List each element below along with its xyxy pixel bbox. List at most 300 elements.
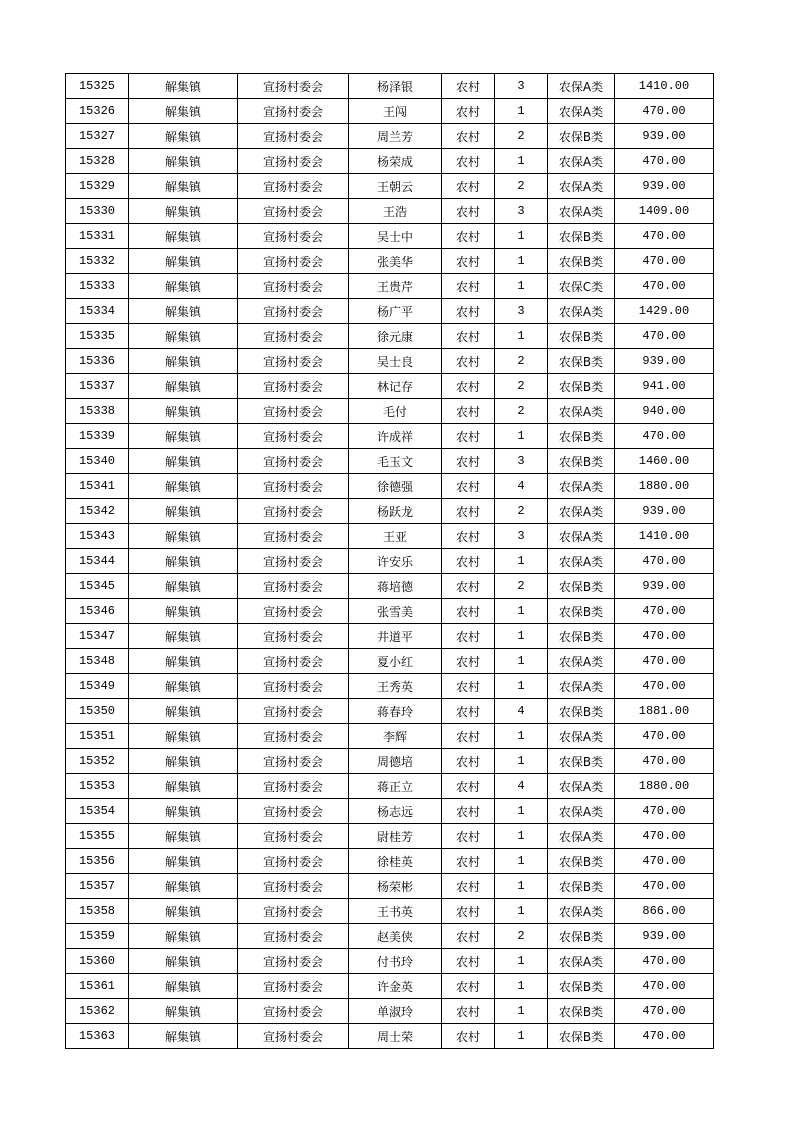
table-cell-town: 解集镇: [129, 449, 238, 474]
table-cell-residence: 农村: [442, 699, 495, 724]
table-cell-residence: 农村: [442, 449, 495, 474]
table-cell-count: 1: [495, 249, 548, 274]
table-cell-town: 解集镇: [129, 1024, 238, 1049]
table-cell-name: 周士荣: [349, 1024, 442, 1049]
table-row: [66, 499, 714, 524]
table-cell-insurance: 农保A类: [548, 474, 615, 499]
table-cell-village: 宣扬村委会: [238, 1024, 349, 1049]
table-cell-insurance: 农保A类: [548, 99, 615, 124]
table-cell-insurance: 农保A类: [548, 174, 615, 199]
table-cell-residence: 农村: [442, 624, 495, 649]
table-cell-amount: 1880.00: [615, 774, 714, 799]
table-cell-insurance: 农保B类: [548, 699, 615, 724]
table-cell-town: 解集镇: [129, 574, 238, 599]
table-cell-id: 15339: [66, 424, 129, 449]
table-cell-amount: 470.00: [615, 624, 714, 649]
table-cell-count: 1: [495, 674, 548, 699]
table-cell-residence: 农村: [442, 124, 495, 149]
table-cell-id: 15352: [66, 749, 129, 774]
table-row: [66, 299, 714, 324]
table-cell-name: 赵美侠: [349, 924, 442, 949]
table-cell-village: 宣扬村委会: [238, 624, 349, 649]
table-cell-id: 15359: [66, 924, 129, 949]
table-cell-count: 1: [495, 749, 548, 774]
table-cell-amount: 470.00: [615, 974, 714, 999]
table-cell-town: 解集镇: [129, 274, 238, 299]
table-row: [66, 874, 714, 899]
table-cell-residence: 农村: [442, 899, 495, 924]
table-cell-amount: 1881.00: [615, 699, 714, 724]
table-cell-amount: 939.00: [615, 574, 714, 599]
table-cell-name: 周德培: [349, 749, 442, 774]
table-cell-count: 1: [495, 949, 548, 974]
table-cell-name: 夏小红: [349, 649, 442, 674]
table-cell-amount: 470.00: [615, 874, 714, 899]
table-cell-insurance: 农保B类: [548, 1024, 615, 1049]
table-cell-town: 解集镇: [129, 874, 238, 899]
table-cell-residence: 农村: [442, 74, 495, 99]
table-cell-residence: 农村: [442, 399, 495, 424]
table-cell-town: 解集镇: [129, 624, 238, 649]
table-cell-residence: 农村: [442, 274, 495, 299]
table-row: [66, 749, 714, 774]
table-cell-name: 许安乐: [349, 549, 442, 574]
table-cell-id: 15341: [66, 474, 129, 499]
table-cell-id: 15348: [66, 649, 129, 674]
table-cell-village: 宣扬村委会: [238, 974, 349, 999]
table-cell-town: 解集镇: [129, 974, 238, 999]
table-cell-amount: 939.00: [615, 174, 714, 199]
table-cell-id: 15330: [66, 199, 129, 224]
table-cell-village: 宣扬村委会: [238, 949, 349, 974]
table-body: [66, 74, 714, 1049]
table-cell-residence: 农村: [442, 599, 495, 624]
table-cell-town: 解集镇: [129, 524, 238, 549]
table-cell-id: 15332: [66, 249, 129, 274]
table-cell-village: 宣扬村委会: [238, 699, 349, 724]
table-row: [66, 974, 714, 999]
table-cell-count: 2: [495, 499, 548, 524]
table-row: [66, 924, 714, 949]
table-cell-insurance: 农保A类: [548, 649, 615, 674]
table-cell-name: 王浩: [349, 199, 442, 224]
table-cell-insurance: 农保B类: [548, 449, 615, 474]
table-cell-amount: 470.00: [615, 799, 714, 824]
table-cell-village: 宣扬村委会: [238, 174, 349, 199]
table-cell-insurance: 农保B类: [548, 349, 615, 374]
table-row: [66, 824, 714, 849]
table-cell-name: 毛玉文: [349, 449, 442, 474]
table-row: [66, 449, 714, 474]
table-cell-residence: 农村: [442, 249, 495, 274]
table-cell-amount: 470.00: [615, 1024, 714, 1049]
table-cell-insurance: 农保B类: [548, 249, 615, 274]
table-cell-residence: 农村: [442, 749, 495, 774]
table-cell-town: 解集镇: [129, 349, 238, 374]
table-cell-id: 15338: [66, 399, 129, 424]
table-cell-count: 1: [495, 824, 548, 849]
table-cell-count: 2: [495, 174, 548, 199]
table-cell-residence: 农村: [442, 774, 495, 799]
table-cell-name: 王贵芹: [349, 274, 442, 299]
table-cell-name: 杨泽银: [349, 74, 442, 99]
table-cell-name: 王亚: [349, 524, 442, 549]
table-cell-id: 15329: [66, 174, 129, 199]
table-row: [66, 249, 714, 274]
table-cell-residence: 农村: [442, 649, 495, 674]
table-cell-id: 15327: [66, 124, 129, 149]
table-row: [66, 1024, 714, 1049]
table-cell-id: 15331: [66, 224, 129, 249]
table-cell-count: 3: [495, 74, 548, 99]
table-cell-residence: 农村: [442, 874, 495, 899]
table-cell-town: 解集镇: [129, 149, 238, 174]
table-cell-town: 解集镇: [129, 949, 238, 974]
table-cell-insurance: 农保B类: [548, 124, 615, 149]
table-cell-count: 4: [495, 699, 548, 724]
table-row: [66, 99, 714, 124]
table-cell-count: 1: [495, 899, 548, 924]
table-cell-town: 解集镇: [129, 899, 238, 924]
table-cell-id: 15360: [66, 949, 129, 974]
table-cell-amount: 470.00: [615, 724, 714, 749]
table-cell-residence: 农村: [442, 474, 495, 499]
table-row: [66, 624, 714, 649]
table-row: [66, 999, 714, 1024]
table-cell-amount: 470.00: [615, 949, 714, 974]
table-cell-village: 宣扬村委会: [238, 424, 349, 449]
table-row: [66, 724, 714, 749]
table-cell-village: 宣扬村委会: [238, 749, 349, 774]
table-cell-count: 4: [495, 774, 548, 799]
table-cell-name: 蒋春玲: [349, 699, 442, 724]
table-cell-village: 宣扬村委会: [238, 849, 349, 874]
table-cell-insurance: 农保A类: [548, 824, 615, 849]
table-cell-town: 解集镇: [129, 174, 238, 199]
table-cell-amount: 1880.00: [615, 474, 714, 499]
table-cell-name: 吴士良: [349, 349, 442, 374]
table-cell-name: 单淑玲: [349, 999, 442, 1024]
table-cell-insurance: 农保A类: [548, 774, 615, 799]
table-cell-amount: 470.00: [615, 649, 714, 674]
table-cell-amount: 470.00: [615, 999, 714, 1024]
table-cell-count: 4: [495, 474, 548, 499]
table-cell-village: 宣扬村委会: [238, 674, 349, 699]
table-cell-name: 杨广平: [349, 299, 442, 324]
table-cell-village: 宣扬村委会: [238, 149, 349, 174]
table-cell-name: 周兰芳: [349, 124, 442, 149]
table-cell-insurance: 农保A类: [548, 799, 615, 824]
table-cell-id: 15351: [66, 724, 129, 749]
table-cell-village: 宣扬村委会: [238, 249, 349, 274]
table-cell-name: 李辉: [349, 724, 442, 749]
table-cell-count: 1: [495, 149, 548, 174]
table-cell-residence: 农村: [442, 524, 495, 549]
table-cell-name: 徐元康: [349, 324, 442, 349]
table-cell-village: 宣扬村委会: [238, 999, 349, 1024]
table-cell-town: 解集镇: [129, 749, 238, 774]
table-cell-id: 15349: [66, 674, 129, 699]
table-cell-name: 尉桂芳: [349, 824, 442, 849]
table-cell-village: 宣扬村委会: [238, 824, 349, 849]
table-cell-insurance: 农保A类: [548, 299, 615, 324]
table-cell-village: 宣扬村委会: [238, 474, 349, 499]
table-cell-village: 宣扬村委会: [238, 349, 349, 374]
table-row: [66, 649, 714, 674]
table-cell-insurance: 农保A类: [548, 149, 615, 174]
table-cell-residence: 农村: [442, 724, 495, 749]
table-cell-count: 1: [495, 874, 548, 899]
table-cell-count: 3: [495, 524, 548, 549]
table-cell-insurance: 农保B类: [548, 974, 615, 999]
table-cell-village: 宣扬村委会: [238, 374, 349, 399]
table-cell-amount: 939.00: [615, 924, 714, 949]
table-cell-amount: 866.00: [615, 899, 714, 924]
table-cell-id: 15363: [66, 1024, 129, 1049]
table-cell-name: 蒋正立: [349, 774, 442, 799]
table-cell-town: 解集镇: [129, 699, 238, 724]
table-cell-amount: 939.00: [615, 499, 714, 524]
table-cell-id: 15350: [66, 699, 129, 724]
table-cell-id: 15340: [66, 449, 129, 474]
table-cell-town: 解集镇: [129, 199, 238, 224]
table-cell-name: 毛付: [349, 399, 442, 424]
table-row: [66, 274, 714, 299]
table-row: [66, 74, 714, 99]
table-cell-village: 宣扬村委会: [238, 599, 349, 624]
table-cell-id: 15336: [66, 349, 129, 374]
table-cell-residence: 农村: [442, 499, 495, 524]
table-cell-insurance: 农保A类: [548, 199, 615, 224]
table-cell-town: 解集镇: [129, 399, 238, 424]
table-cell-insurance: 农保B类: [548, 324, 615, 349]
table-cell-name: 蒋培德: [349, 574, 442, 599]
table-cell-residence: 农村: [442, 299, 495, 324]
table-row: [66, 549, 714, 574]
table-cell-name: 王朝云: [349, 174, 442, 199]
table-cell-count: 1: [495, 649, 548, 674]
table-cell-count: 1: [495, 224, 548, 249]
table-cell-name: 王闯: [349, 99, 442, 124]
table-cell-residence: 农村: [442, 349, 495, 374]
table-cell-insurance: 农保B类: [548, 624, 615, 649]
table-cell-village: 宣扬村委会: [238, 99, 349, 124]
table-row: [66, 124, 714, 149]
table-cell-insurance: 农保A类: [548, 724, 615, 749]
table-cell-village: 宣扬村委会: [238, 499, 349, 524]
table-cell-town: 解集镇: [129, 474, 238, 499]
table-cell-name: 井道平: [349, 624, 442, 649]
table-cell-amount: 470.00: [615, 824, 714, 849]
table-row: [66, 399, 714, 424]
table-cell-residence: 农村: [442, 324, 495, 349]
table-cell-residence: 农村: [442, 999, 495, 1024]
table-row: [66, 149, 714, 174]
table-row: [66, 949, 714, 974]
table-cell-id: 15361: [66, 974, 129, 999]
table-row: [66, 599, 714, 624]
table-cell-amount: 470.00: [615, 599, 714, 624]
table-cell-insurance: 农保A类: [548, 74, 615, 99]
table-cell-count: 1: [495, 1024, 548, 1049]
table-cell-residence: 农村: [442, 424, 495, 449]
table-cell-id: 15328: [66, 149, 129, 174]
table-cell-count: 1: [495, 724, 548, 749]
table-cell-amount: 1409.00: [615, 199, 714, 224]
table-row: [66, 199, 714, 224]
table-cell-residence: 农村: [442, 174, 495, 199]
table-cell-name: 王秀英: [349, 674, 442, 699]
table-cell-name: 许金英: [349, 974, 442, 999]
table-cell-village: 宣扬村委会: [238, 874, 349, 899]
table-cell-name: 许成祥: [349, 424, 442, 449]
table-cell-amount: 470.00: [615, 274, 714, 299]
table-cell-residence: 农村: [442, 949, 495, 974]
table-cell-village: 宣扬村委会: [238, 549, 349, 574]
table-cell-id: 15347: [66, 624, 129, 649]
table-cell-insurance: 农保B类: [548, 374, 615, 399]
table-row: [66, 474, 714, 499]
table-cell-town: 解集镇: [129, 724, 238, 749]
table-cell-amount: 470.00: [615, 424, 714, 449]
table-cell-id: 15346: [66, 599, 129, 624]
table-cell-town: 解集镇: [129, 374, 238, 399]
table-row: [66, 524, 714, 549]
table-cell-id: 15342: [66, 499, 129, 524]
table-row: [66, 774, 714, 799]
table-cell-id: 15345: [66, 574, 129, 599]
table-cell-amount: 470.00: [615, 324, 714, 349]
table-cell-insurance: 农保A类: [548, 524, 615, 549]
table-cell-insurance: 农保A类: [548, 399, 615, 424]
table-cell-residence: 农村: [442, 824, 495, 849]
table-row: [66, 849, 714, 874]
table-cell-id: 15357: [66, 874, 129, 899]
table-cell-insurance: 农保C类: [548, 274, 615, 299]
table-cell-town: 解集镇: [129, 824, 238, 849]
table-row: [66, 574, 714, 599]
table-cell-insurance: 农保B类: [548, 849, 615, 874]
table-cell-name: 吴士中: [349, 224, 442, 249]
table-cell-village: 宣扬村委会: [238, 449, 349, 474]
table-cell-town: 解集镇: [129, 499, 238, 524]
table-row: [66, 174, 714, 199]
table-cell-insurance: 农保A类: [548, 549, 615, 574]
table-cell-count: 1: [495, 599, 548, 624]
table-cell-amount: 1410.00: [615, 74, 714, 99]
table-cell-count: 2: [495, 399, 548, 424]
table-cell-count: 1: [495, 974, 548, 999]
table-cell-insurance: 农保A类: [548, 674, 615, 699]
table-cell-residence: 农村: [442, 199, 495, 224]
benefits-table: [65, 73, 714, 1049]
table-cell-count: 1: [495, 424, 548, 449]
table-cell-id: 15325: [66, 74, 129, 99]
table-cell-id: 15353: [66, 774, 129, 799]
table-cell-id: 15343: [66, 524, 129, 549]
table-cell-id: 15334: [66, 299, 129, 324]
table-cell-count: 1: [495, 849, 548, 874]
table-cell-name: 杨荣成: [349, 149, 442, 174]
table-cell-town: 解集镇: [129, 999, 238, 1024]
table-cell-village: 宣扬村委会: [238, 399, 349, 424]
table-cell-count: 2: [495, 349, 548, 374]
table-cell-id: 15356: [66, 849, 129, 874]
table-cell-amount: 470.00: [615, 749, 714, 774]
table-cell-town: 解集镇: [129, 799, 238, 824]
table-row: [66, 799, 714, 824]
table-cell-count: 3: [495, 199, 548, 224]
table-cell-village: 宣扬村委会: [238, 574, 349, 599]
table-cell-id: 15344: [66, 549, 129, 574]
table-cell-insurance: 农保B类: [548, 749, 615, 774]
table-cell-count: 2: [495, 124, 548, 149]
table-cell-insurance: 农保B类: [548, 999, 615, 1024]
table-cell-count: 1: [495, 799, 548, 824]
table-cell-insurance: 农保A类: [548, 499, 615, 524]
table-cell-amount: 470.00: [615, 549, 714, 574]
table-row: [66, 224, 714, 249]
table-cell-town: 解集镇: [129, 674, 238, 699]
table-cell-name: 王书英: [349, 899, 442, 924]
table-cell-village: 宣扬村委会: [238, 774, 349, 799]
table-cell-id: 15358: [66, 899, 129, 924]
table-cell-count: 1: [495, 99, 548, 124]
table-cell-insurance: 农保B类: [548, 224, 615, 249]
table-cell-insurance: 农保A类: [548, 949, 615, 974]
table-row: [66, 349, 714, 374]
table-cell-id: 15326: [66, 99, 129, 124]
table-cell-village: 宣扬村委会: [238, 274, 349, 299]
table-cell-amount: 470.00: [615, 674, 714, 699]
table-cell-amount: 939.00: [615, 124, 714, 149]
table-cell-village: 宣扬村委会: [238, 524, 349, 549]
table-cell-residence: 农村: [442, 849, 495, 874]
table-cell-town: 解集镇: [129, 249, 238, 274]
table-cell-town: 解集镇: [129, 774, 238, 799]
table-cell-name: 徐德强: [349, 474, 442, 499]
table-cell-id: 15337: [66, 374, 129, 399]
table-cell-count: 3: [495, 449, 548, 474]
table-cell-count: 1: [495, 549, 548, 574]
table-cell-amount: 1429.00: [615, 299, 714, 324]
table-row: [66, 324, 714, 349]
table-cell-count: 1: [495, 324, 548, 349]
table-cell-residence: 农村: [442, 574, 495, 599]
table-cell-id: 15333: [66, 274, 129, 299]
table-cell-residence: 农村: [442, 674, 495, 699]
table-cell-amount: 1460.00: [615, 449, 714, 474]
table-cell-insurance: 农保B类: [548, 574, 615, 599]
table-cell-village: 宣扬村委会: [238, 224, 349, 249]
table-cell-residence: 农村: [442, 924, 495, 949]
table-cell-town: 解集镇: [129, 74, 238, 99]
table-cell-count: 3: [495, 299, 548, 324]
table-cell-name: 付书玲: [349, 949, 442, 974]
table-cell-name: 杨荣彬: [349, 874, 442, 899]
table-cell-name: 张美华: [349, 249, 442, 274]
table-cell-amount: 939.00: [615, 349, 714, 374]
table-cell-town: 解集镇: [129, 649, 238, 674]
table-cell-count: 2: [495, 574, 548, 599]
table-row: [66, 899, 714, 924]
table-row: [66, 674, 714, 699]
table-cell-residence: 农村: [442, 1024, 495, 1049]
table-cell-residence: 农村: [442, 799, 495, 824]
table-cell-amount: 470.00: [615, 149, 714, 174]
table-cell-town: 解集镇: [129, 924, 238, 949]
table-cell-town: 解集镇: [129, 424, 238, 449]
